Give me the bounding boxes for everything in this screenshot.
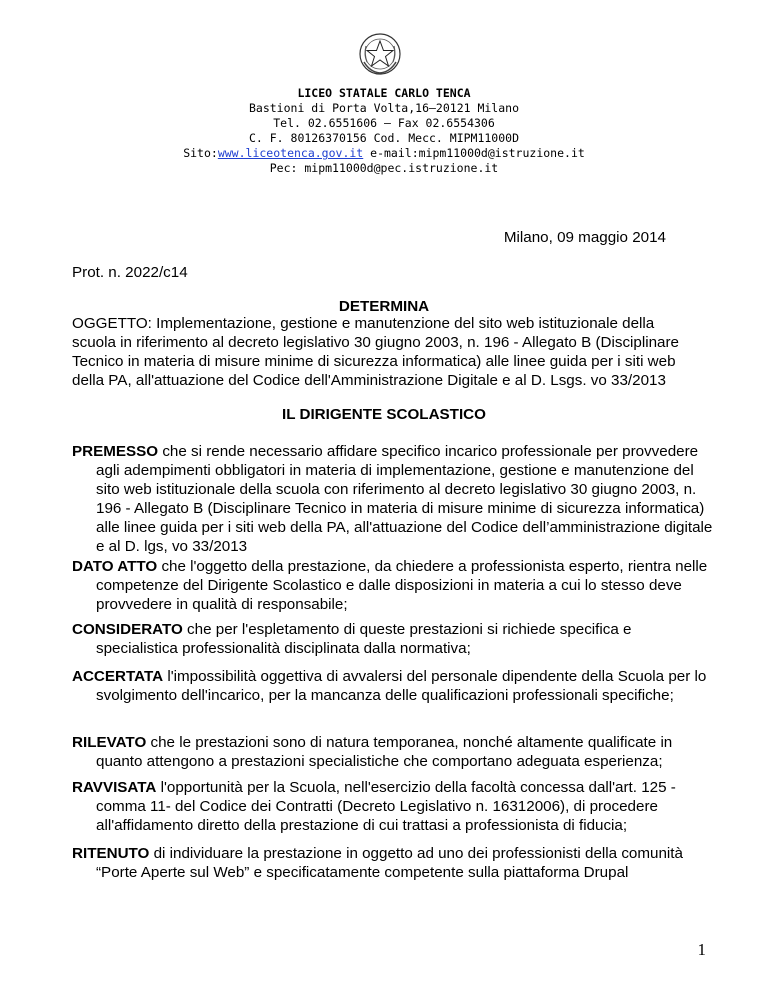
clause-ravvisata (72, 778, 716, 835)
clause-text: l'opportunità per la Scuola, nell'esercizio della facoltà concessa dall'art. 125 - comma 11- del Codice dei Contratti (Decreto Legislativo n. 16312006), di procedere all'affidamento diretto della prestazione di cui trattasi a professionista di fiducia; (96, 779, 676, 834)
clause-considerato (72, 620, 716, 658)
clause-text: che l'oggetto della prestazione, da chiedere a professionista esperto, rientra nelle competenze del Dirigente Scolastico e dalle disposizioni in materia a cui lo stesso deve provvedere in qualità di responsabile; (96, 558, 708, 613)
clause-keyword: RAVVISATA (72, 779, 157, 796)
page-number: 1 (697, 940, 706, 959)
republic-emblem-icon (358, 32, 402, 76)
document-title: DETERMINA (338, 298, 430, 315)
school-pec: Pec: mipm11000d@pec.istruzione.it (269, 161, 499, 175)
clause-accertata (72, 667, 716, 705)
clause-keyword: RILEVATO (72, 734, 147, 751)
site-label: Sito: (183, 146, 218, 160)
clause-text: l'impossibilità oggettiva di avvalersi del personale dipendente della Scuola per lo svolgimento dell'incarico, per la mancanza delle qualificazioni professionali specifiche; (96, 668, 707, 704)
clause-premesso (72, 442, 716, 556)
clause-keyword: CONSIDERATO (72, 621, 183, 638)
clause-keyword: PREMESSO (72, 443, 159, 460)
authority-heading: IL DIRIGENTE SCOLASTICO (282, 406, 486, 423)
school-name: LICEO STATALE CARLO TENCA (297, 86, 471, 100)
clause-keyword: RITENUTO (72, 845, 150, 862)
document-date: Milano, 09 maggio 2014 (503, 229, 666, 246)
clause-rilevato (72, 733, 716, 771)
school-email: e-mail:mipm11000d@istruzione.it (363, 146, 585, 160)
school-address: Bastioni di Porta Volta,16–20121 Milano (248, 101, 520, 115)
clause-dato-atto (72, 557, 716, 614)
protocol-number: Prot. n. 2022/c14 (72, 264, 188, 281)
clause-text: di individuare la prestazione in oggetto ad uno dei professionisti della comunità “Porte Aperte sul Web” e specificatamente competente sulla piattaforma Drupal (96, 845, 683, 881)
letterhead (0, 86, 768, 176)
school-codes: C. F. 80126370156 Cod. Mecc. MIPM11000D (248, 131, 520, 145)
clause-text: che per l'espletamento di queste prestazioni si richiede specifica e specialistica professionalità disciplinata dalla normativa; (96, 621, 632, 657)
school-phone-fax: Tel. 02.6551606 – Fax 02.6554306 (273, 116, 495, 130)
clause-keyword: DATO ATTO (72, 558, 158, 575)
clause-ritenuto (72, 844, 716, 882)
clause-text: che si rende necessario affidare specifico incarico professionale per provvedere agli adempimenti obbligatori in materia di implementazione, gestione e manutenzione del sito web istituzionale della scuola con riferimento al decreto legislativo 30 giugno 2003, n. 196 - Allegato B (Disciplinare Tecnico in materia di misure minime di sicurezza informatica) alle linee guida per i siti web della PA, all'attuazione del Codice dell’amministrazione digitale e al D. lgs, vo 33/2013 (96, 443, 713, 555)
document-subject: OGGETTO: Implementazione, gestione e manutenzione del sito web istituzionale della scuola in riferimento al decreto legislativo 30 giugno 2003, n. 196 - Allegato B (Disciplinare Tecnico in materia di misure minime di sicurezza informatica) alle linee guida per i siti web della PA, all'attuazione del Codice dell'Amministrazione Digitale e al D. Lsgs. vo 33/2013 (72, 315, 680, 389)
site-link[interactable]: www.liceotenca.gov.it (217, 146, 364, 160)
school-site-email (0, 146, 768, 161)
clause-keyword: ACCERTATA (72, 668, 164, 685)
clause-text: che le prestazioni sono di natura temporanea, nonché altamente qualificate in quanto attengono a prestazioni specialistiche che comportano adeguata esperienza; (96, 734, 673, 770)
